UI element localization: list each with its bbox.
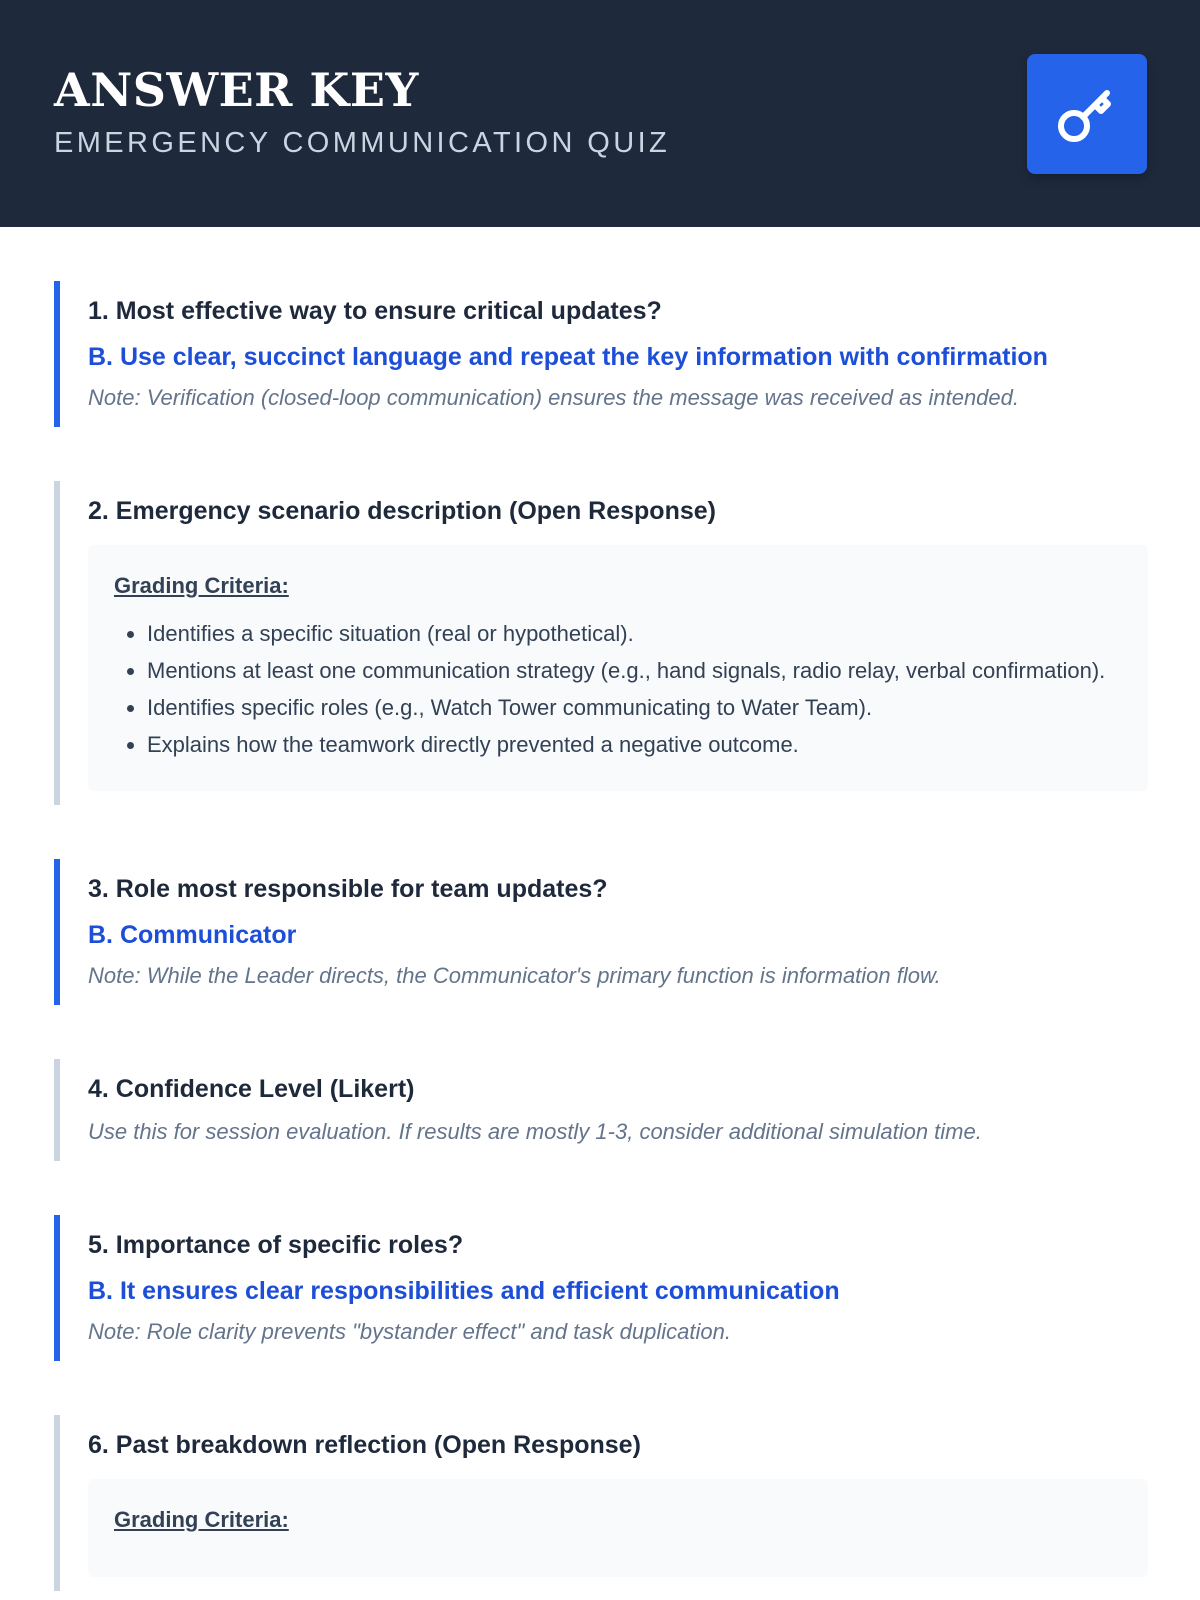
question-text: 2. Emergency scenario description (Open Response): [88, 497, 716, 525]
answer-item-3: [54, 859, 1148, 1005]
question-text: 1. Most effective way to ensure critical updates?: [88, 297, 662, 325]
answer-note: Use this for session evaluation. If results are mostly 1-3, consider additional simulation time.: [88, 1119, 982, 1144]
key-badge: [1027, 54, 1147, 174]
question-text: 6. Past breakdown reflection (Open Response): [88, 1431, 641, 1459]
answer-list: [0, 227, 1200, 1591]
answer-note: Note: Role clarity prevents "bystander effect" and task duplication.: [88, 1319, 731, 1344]
page-header: [0, 0, 1200, 227]
answer-item-4: [54, 1059, 1148, 1161]
criteria-item: • Identifies specific roles (e.g., Watch Tower communicating to Water Team).: [147, 689, 1122, 726]
answer-note: Note: Verification (closed-loop communication) ensures the message was received as intended.: [88, 385, 1019, 410]
criteria-item: • Explains how the teamwork directly prevented a negative outcome.: [147, 726, 1122, 763]
answer-item-5: [54, 1215, 1148, 1361]
page-title: ANSWER KEY: [54, 63, 419, 117]
criteria-item: • Identifies a specific situation (real or hypothetical).: [147, 615, 1122, 652]
key-icon: [1055, 82, 1119, 146]
answer-item-1: [54, 281, 1148, 427]
question-text: 3. Role most responsible for team updates?: [88, 875, 608, 903]
question-text: 4. Confidence Level (Likert): [88, 1075, 415, 1103]
correct-answer: B. It ensures clear responsibilities and efficient communication: [88, 1277, 840, 1305]
grading-criteria-box: [88, 1479, 1148, 1577]
grading-criteria-box: [88, 545, 1148, 791]
answer-note: Note: While the Leader directs, the Communicator's primary function is information flow.: [88, 963, 941, 988]
answer-item-2: [54, 481, 1148, 805]
correct-answer: B. Communicator: [88, 921, 297, 949]
grading-criteria-title: Grading Criteria:: [114, 1507, 289, 1532]
answer-item-6: [54, 1415, 1148, 1591]
criteria-list: [114, 615, 1122, 763]
correct-answer: B. Use clear, succinct language and repeat the key information with confirmation: [88, 343, 1048, 371]
criteria-item: • Mentions at least one communication strategy (e.g., hand signals, radio relay, verbal confirmation).: [147, 652, 1122, 689]
grading-criteria-title: Grading Criteria:: [114, 573, 289, 598]
question-text: 5. Importance of specific roles?: [88, 1231, 464, 1259]
page-subtitle: EMERGENCY COMMUNICATION QUIZ: [54, 127, 671, 159]
